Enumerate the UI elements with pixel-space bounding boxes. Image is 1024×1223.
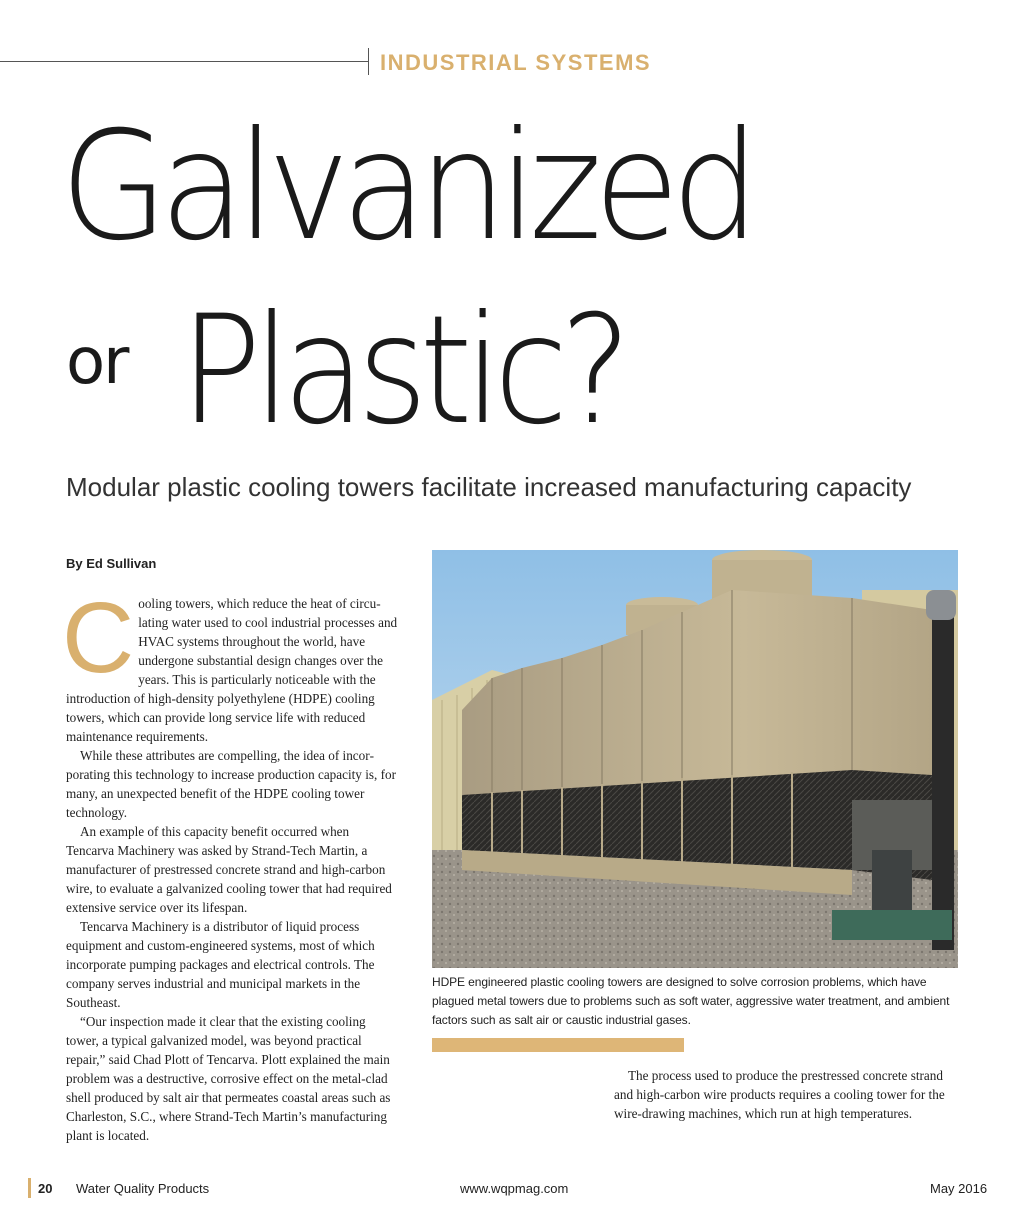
headline-connector: or: [66, 325, 128, 399]
paragraph-6: The process used to produce the prestressed concrete strand and high-carbon wire products requires a cooling tower for the wire-drawing machines, which run at high temperatures.: [614, 1068, 945, 1121]
drop-cap: C: [62, 582, 135, 694]
byline: By Ed Sullivan: [66, 556, 157, 571]
paragraph-4: Tencarva Machinery is a distributor of liquid process equipment and custom-engineered systems, most of which incorporate pumping packages and electrical controls. The company serves industrial and municipal markets in the Southeast.: [66, 919, 375, 1010]
headline-line-1: Galvanized: [60, 100, 752, 274]
article-subtitle: Modular plastic cooling towers facilitate increased manufacturing capacity: [66, 472, 912, 502]
publication-name: Water Quality Products: [76, 1181, 210, 1196]
header-rule: [0, 61, 368, 62]
article-body-right: [614, 1066, 960, 1123]
photo-caption: HDPE engineered plastic cooling towers are designed to solve corrosion problems, which have plagued metal towers due to problems such as soft water, aggressive water treatment, and ambient factors such as salt air or caustic industrial gases.: [432, 975, 950, 1027]
section-label: INDUSTRIAL SYSTEMS: [380, 50, 652, 75]
headline-line-2: Plastic?: [180, 284, 624, 458]
accent-bar: [432, 1038, 684, 1052]
paragraph-2: While these attributes are compelling, the idea of incorporating this technology to increase production capacity is, for many, an unexpected benefit of the HDPE cooling tower technology.: [66, 748, 396, 820]
footer-accent: [28, 1178, 31, 1198]
paragraph-5: “Our inspection made it clear that the existing cooling tower, a typical galvanized model, was beyond practical repair,” said Chad Plott of Tencarva. Plott explained the main problem was a destructive, corrosive effect on the metal-clad shell produced by salt air that permeates coastal areas such as Charleston, S.C., where Strand-Tech Martin’s manufacturing plant is located.: [66, 1014, 391, 1143]
cooling-tower-photo: [432, 550, 958, 968]
header-divider: [368, 48, 369, 75]
issue-date: May 2016: [930, 1181, 988, 1196]
website-link[interactable]: www.wqpmag.com: [460, 1181, 569, 1196]
paragraph-3: An example of this capacity benefit occurred when Tencarva Machinery was asked by Strand-Tech Martin, a manufacturer of prestressed concrete strand and high-carbon wire, to evaluate a galvanized cooling tower that had required extensive service over its lifespan.: [66, 824, 392, 915]
page-number: 20: [38, 1181, 53, 1196]
paragraph-1: Cooling towers, which reduce the heat of circulating water used to cool industrial processes and HVAC systems throughout the world, have undergone substantial design changes over the years. This is particularly noticeable with the introduction of high-density polyethylene (HDPE) cooling towers, which can provide long service life with reduced maintenance requirements.: [62, 582, 398, 744]
article-body-left: [62, 582, 400, 1145]
